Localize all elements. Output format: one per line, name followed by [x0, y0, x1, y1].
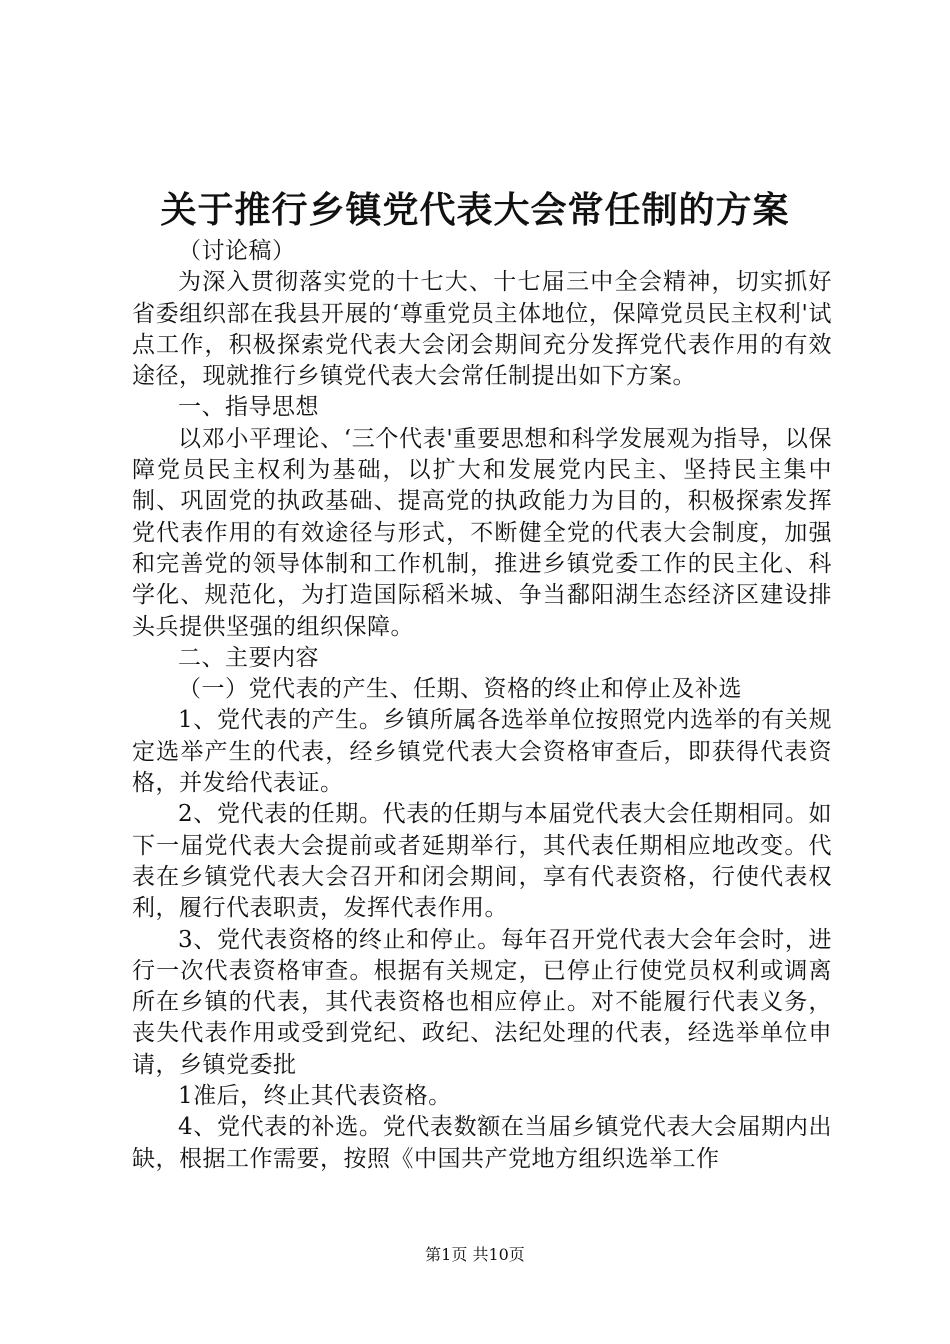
section-heading: 一、指导思想: [178, 394, 319, 421]
paragraph: 1、党代表的产生。乡镇所属各选举单位按照党内选举的有关规定选举产生的代表，经乡镇党代表大会资格审查后，即获得代表资格，并发给代表证。: [132, 707, 832, 797]
paragraph: 2、党代表的任期。代表的任期与本届党代表大会任期相同。如下一届党代表大会提前或者延期举行，其代表任期相应地改变。代表在乡镇党代表大会召开和闭会期间，享有代表资格，行使代表权利，履行代表职责，发挥代表作用。: [132, 801, 832, 922]
paragraph: 3、党代表资格的终止和停止。每年召开党代表大会年会时，进行一次代表资格审查。根据有关规定，已停止行使党员权利或调离所在乡镇的代表，其代表资格也相应停止。对不能履行代表义务，丧失代表作用或受到党纪、政纪、法纪处理的代表，经选举单位申请，乡镇党委批: [132, 926, 832, 1078]
paragraph: 以邓小平理论、‘三个代表'重要思想和科学发展观为指导，以保障党员民主权利为基础，以扩大和发展党内民主、坚持民主集中制、巩固党的执政基础、提高党的执政能力为目的，积极探索发挥党代表作用的有效途径与形式，不断健全党的代表大会制度，加强和完善党的领导体制和工作机制，推进乡镇党委工作的民主化、科学化、规范化，为打造国际稻米城、争当鄱阳湖生态经济区建设排头兵提供坚强的组织保障。: [132, 425, 832, 640]
paragraph: 4、党代表的补选。党代表数额在当届乡镇党代表大会届期内出缺，根据工作需要，按照《中国共产党地方组织选举工作: [132, 1114, 832, 1172]
section-heading: 二、主要内容: [178, 644, 319, 671]
paragraph: 1准后，终止其代表资格。: [178, 1083, 452, 1110]
subsection-heading: （一）党代表的产生、任期、资格的终止和停止及补选: [178, 676, 742, 703]
document-body: [132, 236, 832, 1175]
page-footer: 第1页 共10页: [425, 1245, 525, 1264]
document-title: 关于推行乡镇党代表大会常任制的方案: [160, 189, 790, 231]
paragraph: 为深入贯彻落实党的十七大、十七届三中全会精神，切实抓好省委组织部在我县开展的‘尊重党员主体地位，保障党员民主权利'试点工作，积极探索党代表大会闭会期间充分发挥党代表作用的有效途径，现就推行乡镇党代表大会常任制提出如下方案。: [132, 269, 832, 390]
draft-note: （讨论稿）: [178, 238, 296, 264]
